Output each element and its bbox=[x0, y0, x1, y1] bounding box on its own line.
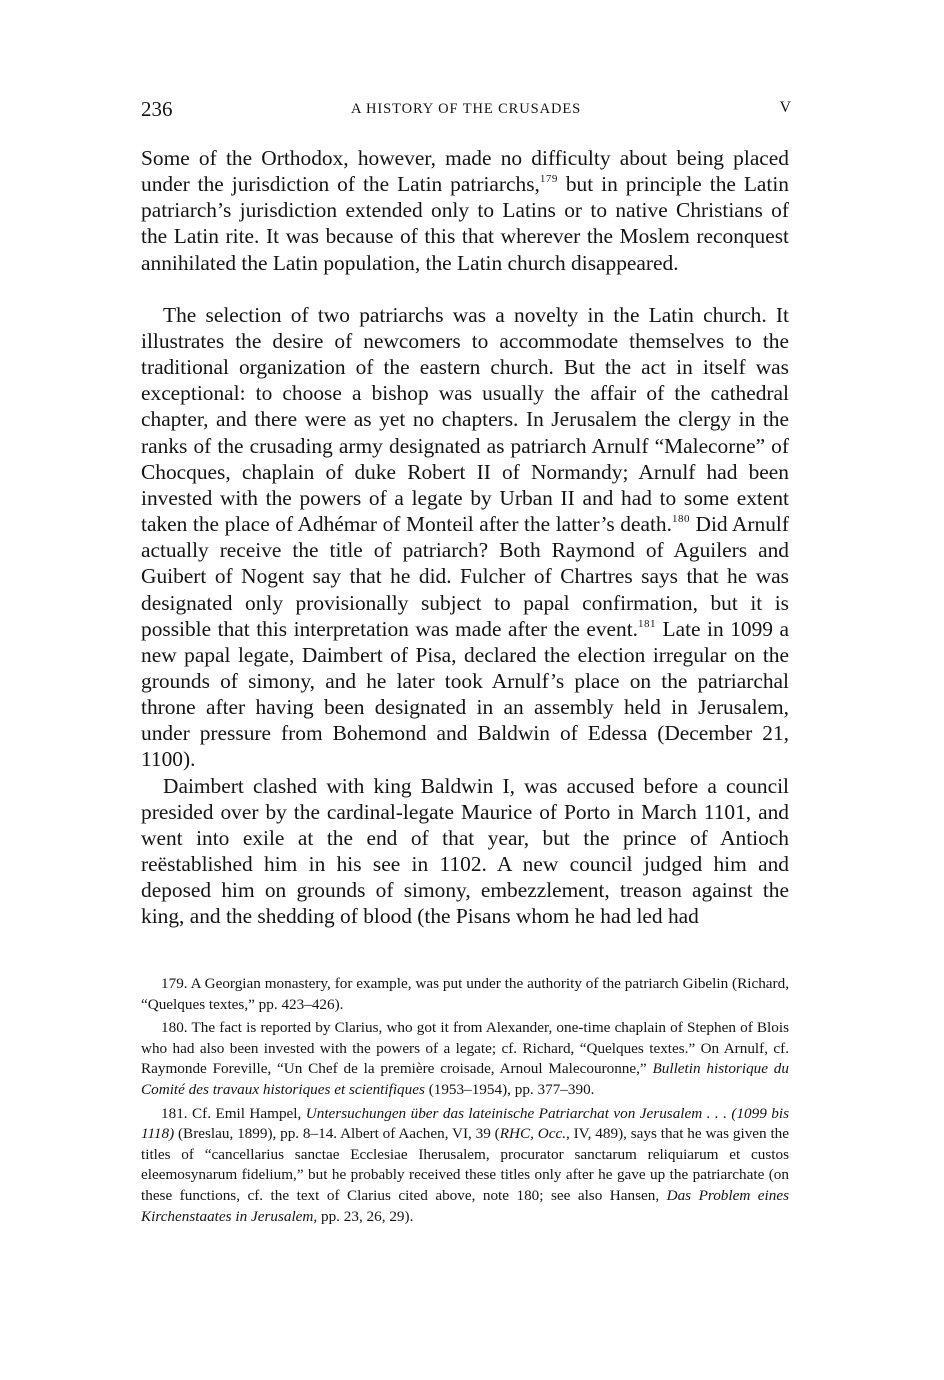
paragraph-1 bbox=[141, 145, 789, 276]
footnote-ref-179: 179 bbox=[539, 173, 558, 186]
footnote-181-title-3: Das Problem eines Kirchenstaates in Jerusalem, bbox=[141, 1186, 790, 1225]
footnote-180-text-b: (1953–1954), pp. 377–390. bbox=[424, 1080, 595, 1098]
footnote-ref-181: 181 bbox=[638, 617, 657, 630]
part-number: V bbox=[779, 99, 791, 116]
page-number: 236 bbox=[141, 97, 173, 121]
page-header bbox=[141, 97, 791, 127]
paragraph-1-text-b: but in principle the Latin patriarch’s jurisdiction extended only to Latins or to native Christians of the Latin rite. It was because of this that wherever the Moslem reconquest annihilated the Latin population, the Latin church disappeared. bbox=[141, 172, 789, 275]
footnote-180 bbox=[141, 1018, 789, 1100]
footnote-181-text-b: (Breslau, 1899), pp. 8–14. Albert of Aachen, VI, 39 ( bbox=[174, 1125, 500, 1143]
running-title: A HISTORY OF THE CRUSADES bbox=[350, 101, 582, 117]
paragraph-2 bbox=[141, 302, 789, 773]
main-text bbox=[141, 145, 789, 930]
paragraph-2-text-c: Late in 1099 a new papal legate, Daimbert of Pisa, declared the election irregular on the grounds of simony, and he later took Arnulf’s place on the patriarchal throne after having been designated in an assembly held in Jerusalem, under pressure from Bohemond and Baldwin of Edessa (December 21, 1100). bbox=[141, 616, 789, 772]
footnote-179: 179. A Georgian monastery, for example, was put under the authority of the patriarch Gibelin (Richard, “Quelques textes,” pp. 423–426). bbox=[141, 975, 789, 1013]
paragraph-2-text-a: The selection of two patriarchs was a novelty in the Latin church. It illustrates the desire of newcomers to accommodate themselves to the traditional organization of the eastern church. But the act in itself was exceptional: to choose a bishop was usually the affair of the cathedral chapter, and there were as yet no chapters. In Jerusalem the clergy in the ranks of the crusading army designated as patriarch Arnulf “Malecorne” of Chocques, chaplain of duke Robert II of Normandy; Arnulf had been invested with the powers of a legate by Urban II and had to some extent taken the place of Adhémar of Monteil after the latter’s death. bbox=[141, 302, 789, 537]
paragraph-3: Daimbert clashed with king Baldwin I, was accused before a council presided over by the cardinal-legate Maurice of Porto in March 1101, and went into exile at the end of that year, but the prince of Antioch reëstablished him in his see in 1102. A new council judged him and deposed him on grounds of simony, embezzlement, treason against the king, and the shedding of blood (the Pisans whom he had led had bbox=[141, 773, 789, 929]
footnote-ref-180: 180 bbox=[671, 513, 690, 526]
footnote-181-text-c: IV, 489), says that he was given the titles of “cancellarius sanctae Ecclesiae Iherusalem, procurator sanctarum reliquiarum et custos eleemosynarum fidelium,” but he probably received these titles only after he gave up the patriarchate (on these functions, cf. the text of Clarius cited above, note 180; see also Hansen, bbox=[141, 1125, 790, 1204]
footnote-180-title: Bulletin historique du Comité des travaux historiques et scientifiques bbox=[141, 1060, 789, 1098]
footnote-181-title-1: Untersuchungen über das lateinische Patriarchat von Jerusalem . . . (1099 bis 1118) bbox=[141, 1104, 790, 1143]
paragraph-2-text-b: Did Arnulf actually receive the title of patriarch? Both Raymond of Aguilers and Guibert of Nogent say that he did. Fulcher of Chartres says that he was designated only provisionally subject to papal confirmation, but it is possible that this interpretation was made after the event. bbox=[141, 512, 789, 641]
footnote-180-text-a: 180. The fact is reported by Clarius, who got it from Alexander, one-time chaplain of Stephen of Blois who had also been invested with the powers of a legate; cf. Richard, “Quelques textes.” On Arnulf, cf. Raymonde Foreville, “Un Chef de la première croisade, Arnoul Malecouronne,” bbox=[141, 1019, 789, 1078]
paragraph-1-text-a: Some of the Orthodox, however, made no difficulty about being placed under the jurisdiction of the Latin patriarchs, bbox=[141, 146, 789, 197]
footnotes bbox=[141, 974, 789, 1230]
footnote-181-text-d: pp. 23, 26, 29). bbox=[317, 1207, 414, 1225]
footnote-181-title-2: RHC, Occ., bbox=[499, 1125, 570, 1143]
footnote-181-text-a: 181. Cf. Emil Hampel, bbox=[161, 1104, 306, 1122]
footnote-181 bbox=[141, 1104, 789, 1228]
